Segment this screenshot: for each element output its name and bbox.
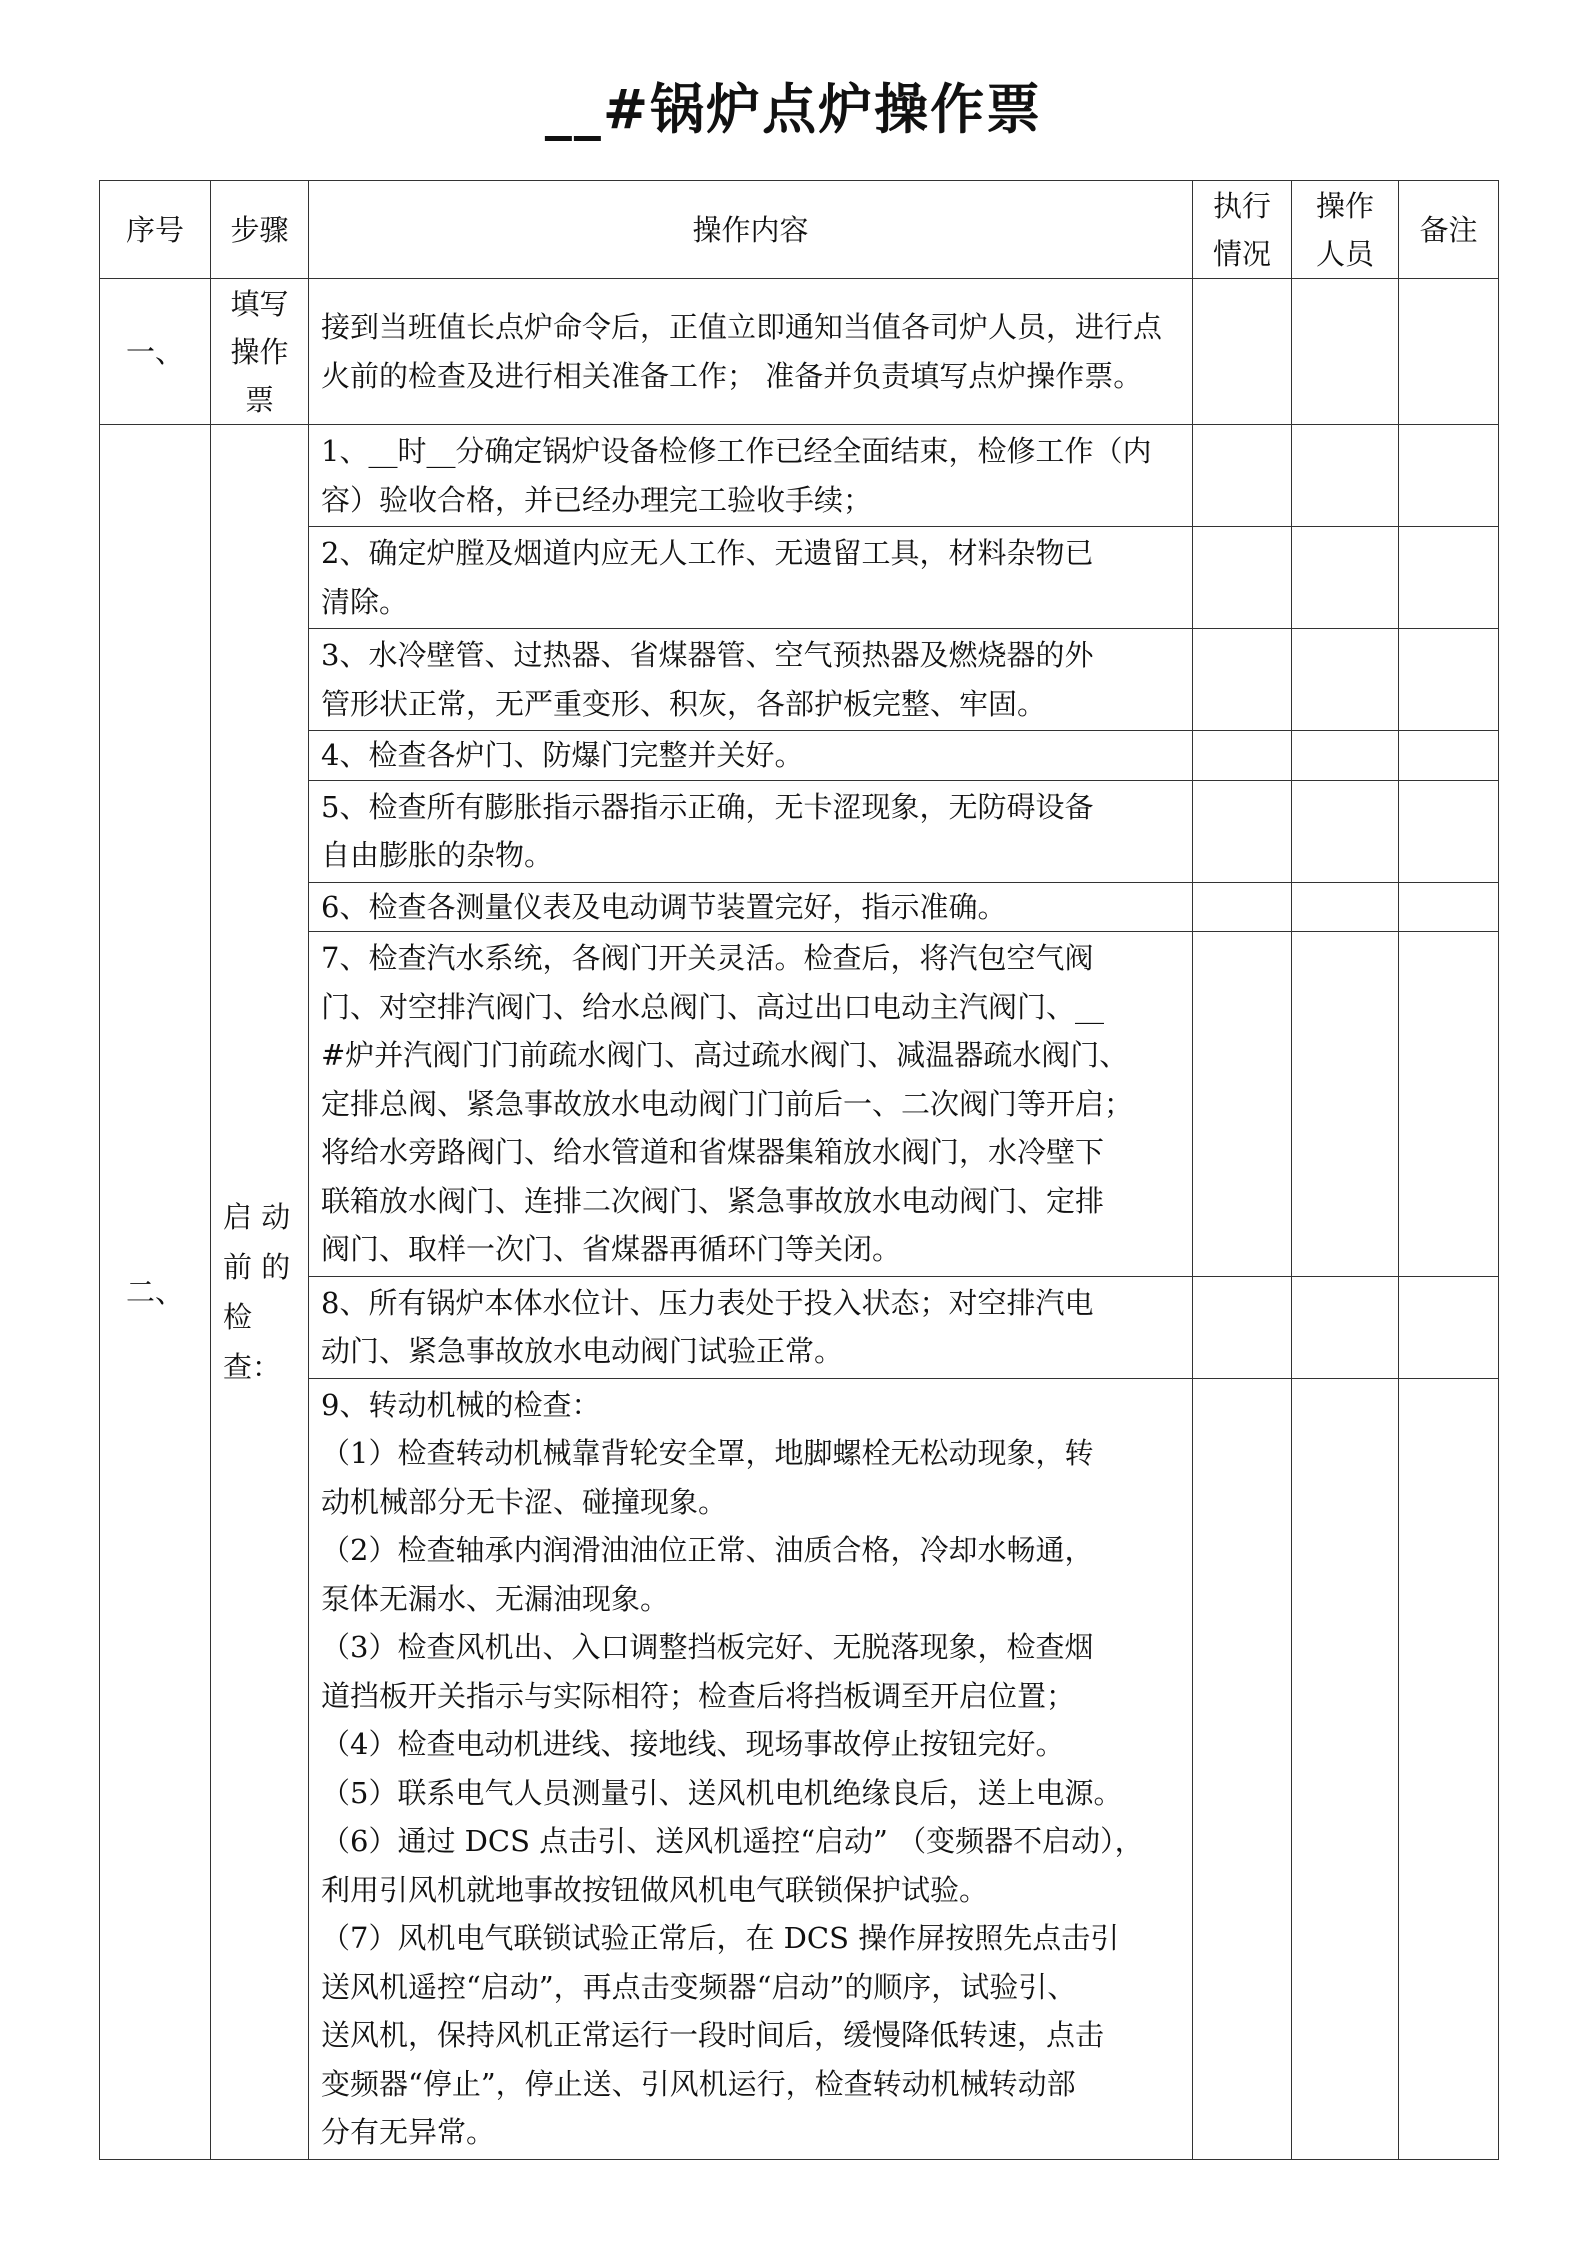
content-line: 联箱放水阀门、连排二次阀门、紧急事故放水电动阀门、定排 — [321, 1183, 1105, 1218]
content-line: （3）检查风机出、入口调整挡板完好、无脱落现象，检查烟 — [321, 1630, 1094, 1664]
header-op-line2: 人员 — [1315, 236, 1374, 271]
content-line: 自由膨胀的杂物。 — [321, 838, 554, 872]
header-op-line1: 操作 — [1315, 188, 1374, 223]
exec-status-cell[interactable] — [1193, 731, 1292, 781]
item-row-3 — [100, 629, 1499, 731]
header-exec-line1: 执行 — [1212, 188, 1271, 223]
section1-seq: 一、 — [100, 279, 211, 425]
content-line: 6、检查各测量仪表及电动调节装置完好，指示准确。 — [321, 889, 1007, 924]
content-line: 动门、紧急事故放水电动阀门试验正常。 — [321, 1334, 844, 1368]
content-line: #炉并汽阀门门前疏水阀门、高过疏水阀门、减温器疏水阀门、 — [321, 1038, 1129, 1072]
remark-cell[interactable] — [1399, 932, 1499, 1277]
exec-status-cell[interactable] — [1193, 425, 1292, 527]
operator-cell[interactable] — [1292, 1276, 1399, 1378]
item-5-content — [309, 780, 1193, 882]
content-line: 利用引风机就地事故按钮做风机电气联锁保护试验。 — [321, 1872, 989, 1907]
remark-cell[interactable] — [1399, 1276, 1499, 1378]
operator-cell[interactable] — [1292, 780, 1399, 882]
operator-cell[interactable] — [1292, 279, 1399, 425]
step-line: 启 动 — [223, 1199, 291, 1234]
step-line: 检 — [223, 1299, 253, 1334]
header-seq: 序号 — [100, 181, 211, 279]
content-line: 变频器“停止”，停止送、引风机运行，检查转动机械转动部 — [321, 2066, 1076, 2101]
item-7-content — [309, 932, 1193, 1277]
section2-step — [211, 425, 309, 2160]
remark-cell[interactable] — [1399, 629, 1499, 731]
header-exec-line2: 情况 — [1212, 236, 1271, 271]
content-line: 2、确定炉膛及烟道内应无人工作、无遗留工具，材料杂物已 — [321, 536, 1094, 570]
step-line: 前 的 — [223, 1249, 291, 1284]
item-1-content — [309, 425, 1193, 527]
section1-row — [100, 279, 1499, 425]
content-line: 8、所有锅炉本体水位计、压力表处于投入状态；对空排汽电 — [321, 1285, 1094, 1320]
step-line: 票 — [244, 382, 274, 417]
section1-step — [211, 279, 309, 425]
item-8-content — [309, 1276, 1193, 1378]
content-line: 管形状正常，无严重变形、积灰，各部护板完整、牢固。 — [321, 686, 1047, 721]
remark-cell[interactable] — [1399, 279, 1499, 425]
item-9-content — [309, 1378, 1193, 2159]
section1-content — [309, 279, 1193, 425]
content-line: 定排总阀、紧急事故放水电动阀门门前后一、二次阀门等开启； — [321, 1086, 1134, 1121]
content-line: 容）验收合格，并已经办理完工验收手续； — [321, 482, 873, 517]
remark-cell[interactable] — [1399, 527, 1499, 629]
operator-cell[interactable] — [1292, 731, 1399, 781]
operator-cell[interactable] — [1292, 527, 1399, 629]
content-line: 将给水旁路阀门、给水管道和省煤器集箱放水阀门，水冷壁下 — [321, 1135, 1105, 1169]
item-row-6 — [100, 882, 1499, 932]
section2-seq: 二、 — [100, 425, 211, 2160]
remark-cell[interactable] — [1399, 882, 1499, 932]
content-line: 阀门、取样一次门、省煤器再循环门等关闭。 — [321, 1232, 902, 1266]
exec-status-cell[interactable] — [1193, 629, 1292, 731]
exec-status-cell[interactable] — [1193, 279, 1292, 425]
operator-cell[interactable] — [1292, 1378, 1399, 2159]
content-line: 5、检查所有膨胀指示器指示正确，无卡涩现象，无防碍设备 — [321, 789, 1094, 824]
content-line: （6）通过 DCS 点击引、送风机遥控“启动” （变频器不启动）， — [321, 1824, 1144, 1858]
content-line: 道挡板开关指示与实际相符；检查后将挡板调至开启位置； — [321, 1678, 1076, 1713]
step-line: 操作 — [230, 334, 289, 369]
content-line: 分有无异常。 — [321, 2115, 496, 2149]
item-row-1 — [100, 425, 1499, 527]
item-row-5 — [100, 780, 1499, 882]
exec-status-cell[interactable] — [1193, 527, 1292, 629]
item-row-4 — [100, 731, 1499, 781]
item-4-content — [309, 731, 1193, 781]
remark-cell[interactable] — [1399, 1378, 1499, 2159]
header-remark: 备注 — [1399, 181, 1499, 279]
content-line: 火前的检查及进行相关准备工作； 准备并负责填写点炉操作票。 — [321, 358, 1143, 393]
content-line: 动机械部分无卡涩、碰撞现象。 — [321, 1484, 728, 1519]
operator-cell[interactable] — [1292, 629, 1399, 731]
step-line: 查： — [223, 1349, 282, 1384]
remark-cell[interactable] — [1399, 731, 1499, 781]
exec-status-cell[interactable] — [1193, 932, 1292, 1277]
item-row-8 — [100, 1276, 1499, 1378]
item-3-content — [309, 629, 1193, 731]
operator-cell[interactable] — [1292, 425, 1399, 527]
exec-status-cell[interactable] — [1193, 780, 1292, 882]
exec-status-cell[interactable] — [1193, 1378, 1292, 2159]
content-line: 门、对空排汽阀门、给水总阀门、高过出口电动主汽阀门、__ — [321, 989, 1105, 1024]
exec-status-cell[interactable] — [1193, 1276, 1292, 1378]
content-line: （7）风机电气联锁试验正常后，在 DCS 操作屏按照先点击引 — [321, 1921, 1120, 1955]
content-line: （5）联系电气人员测量引、送风机电机绝缘良后，送上电源。 — [321, 1775, 1123, 1810]
operator-cell[interactable] — [1292, 882, 1399, 932]
content-line: 清除。 — [321, 584, 409, 619]
content-line: 9、转动机械的检查： — [321, 1387, 601, 1422]
content-line: 3、水冷壁管、过热器、省煤器管、空气预热器及燃烧器的外 — [321, 638, 1094, 672]
page-title: __#锅炉点炉操作票 — [544, 78, 1043, 141]
content-line: 7、检查汽水系统，各阀门开关灵活。检查后，将汽包空气阀 — [321, 941, 1094, 975]
item-row-9 — [100, 1378, 1499, 2159]
header-row — [100, 181, 1499, 279]
remark-cell[interactable] — [1399, 780, 1499, 882]
content-line: （2）检查轴承内润滑油油位正常、油质合格，冷却水畅通， — [321, 1533, 1094, 1567]
item-2-content — [309, 527, 1193, 629]
item-6-content — [309, 882, 1193, 932]
content-line: 送风机遥控“启动”，再点击变频器“启动”的顺序，试验引、 — [321, 1969, 1077, 2004]
content-line: 1、__时__分确定锅炉设备检修工作已经全面结束，检修工作（内 — [321, 434, 1152, 468]
remark-cell[interactable] — [1399, 425, 1499, 527]
header-content: 操作内容 — [309, 181, 1193, 279]
header-operator — [1292, 181, 1399, 279]
operation-ticket-table — [99, 180, 1499, 2160]
item-row-7 — [100, 932, 1499, 1277]
content-line: 4、检查各炉门、防爆门完整并关好。 — [321, 738, 804, 772]
content-line: 泵体无漏水、无漏油现象。 — [321, 1581, 670, 1616]
item-row-2 — [100, 527, 1499, 629]
content-line: 接到当班值长点炉命令后，正值立即通知当值各司炉人员，进行点 — [321, 310, 1163, 344]
header-exec-status — [1193, 181, 1292, 279]
header-step: 步骤 — [211, 181, 309, 279]
content-line: 送风机，保持风机正常运行一段时间后，缓慢降低转速，点击 — [321, 2018, 1105, 2052]
operator-cell[interactable] — [1292, 932, 1399, 1277]
content-line: （4）检查电动机进线、接地线、现场事故停止按钮完好。 — [321, 1727, 1065, 1761]
content-line: （1）检查转动机械靠背轮安全罩，地脚螺栓无松动现象，转 — [321, 1436, 1094, 1470]
step-line: 填写 — [230, 286, 289, 321]
exec-status-cell[interactable] — [1193, 882, 1292, 932]
